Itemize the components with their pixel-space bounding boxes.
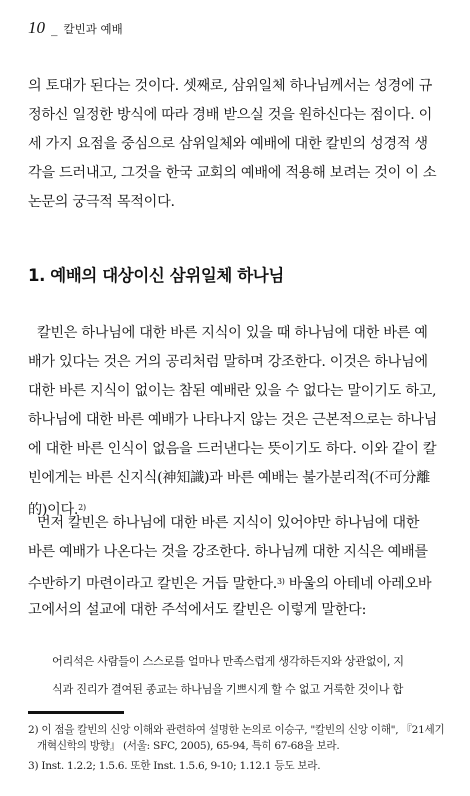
footnote-line: 개혁신학의 방향』 (서울: SFC, 2005), 65-94, 특히 67-68을 보라. — [37, 740, 340, 752]
paragraph-2 — [28, 509, 440, 625]
intro-paragraph — [28, 72, 440, 217]
text-line: 하나님에 대한 바른 예배가 나타나지 않는 것은 근본적으로는 하나님 — [28, 412, 438, 428]
footnote-3 — [28, 758, 448, 774]
text-line: 고에서의 설교에 대한 주석에서도 칼빈은 이렇게 말한다: — [28, 602, 367, 618]
text-line: 먼저 칼빈은 하나님에 대한 바른 지식이 있어야만 하나님에 대한 — [37, 515, 420, 531]
text-line: 빈에게는 바른 신지식(神知識)과 바른 예배는 불가분리적(不可分離 — [28, 470, 431, 486]
quote-line: 식과 진리가 결여된 종교는 하나님을 기쁘시게 할 수 없고 거룩한 것이나 합 — [52, 683, 404, 696]
running-header — [28, 18, 123, 38]
text-line: 대한 바른 지식이 없이는 참된 예배란 있을 수 없다는 말이기도 하고, — [28, 383, 437, 399]
text-line: 의 토대가 된다는 것이다. 셋째로, 삼위일체 하나님께서는 성경에 규 — [28, 78, 433, 94]
section-heading: 1. 예배의 대상이신 삼위일체 하나님 — [28, 266, 284, 285]
footnote-rule — [28, 711, 124, 714]
running-title: 칼빈과 예배 — [63, 22, 123, 36]
text-fragment: 수반하기 마련이라고 칼빈은 거듭 말한다. — [28, 576, 277, 592]
text-line: 칼빈은 하나님에 대한 바른 지식이 있을 때 하나님에 대한 바른 예 — [37, 325, 428, 341]
footnote-line: 3) Inst. 1.2.2; 1.5.6. 또한 Inst. 1.5.6, 9-10; 1.12.1 등도 보라. — [28, 760, 321, 772]
text-line: 논문의 궁극적 목적이다. — [28, 194, 175, 210]
paragraph-1 — [28, 319, 440, 522]
header-separator: _ — [51, 22, 58, 37]
text-fragment: 바울의 아테네 아레오바 — [284, 576, 432, 592]
text-line: 배가 있다는 것은 거의 공리처럼 말하며 강조한다. 이것은 하나님에 — [28, 354, 428, 370]
text-line: 바른 예배가 나온다는 것을 강조한다. 하나님께 대한 지식은 예배를 — [28, 544, 428, 560]
footnote-ref-2[interactable]: 2) — [78, 503, 86, 512]
text-line: 세 가지 요점을 중심으로 삼위일체와 예배에 대한 칼빈의 성경적 생 — [28, 136, 428, 152]
footnote-2 — [28, 722, 448, 754]
text-line — [28, 567, 440, 596]
block-quote — [52, 648, 432, 704]
text-line: 정하신 일정한 방식에 따라 경배 받으실 것을 원하신다는 점이다. 이 — [28, 107, 433, 123]
text-line: 각을 드러내고, 그것을 한국 교회의 예배에 적용해 보려는 것이 이 소 — [28, 165, 437, 181]
text-line: 에 대한 바른 인식이 없음을 드러낸다는 뜻이기도 하다. 이와 같이 칼 — [28, 441, 437, 457]
page-number: 10 — [28, 18, 45, 37]
footnote-ref-3[interactable]: 3) — [276, 577, 285, 586]
quote-line: 어리석은 사람들이 스스로를 얼마나 만족스럽게 생각하든지와 상관없이, 지 — [52, 655, 404, 668]
text-fragment: 的)이다. — [28, 502, 79, 518]
footnote-line: 2) 이 점을 칼빈의 신앙 이해와 관련하여 설명한 논의로 이승구, "칼빈의 신앙 이해", 『21세기 — [28, 724, 445, 736]
